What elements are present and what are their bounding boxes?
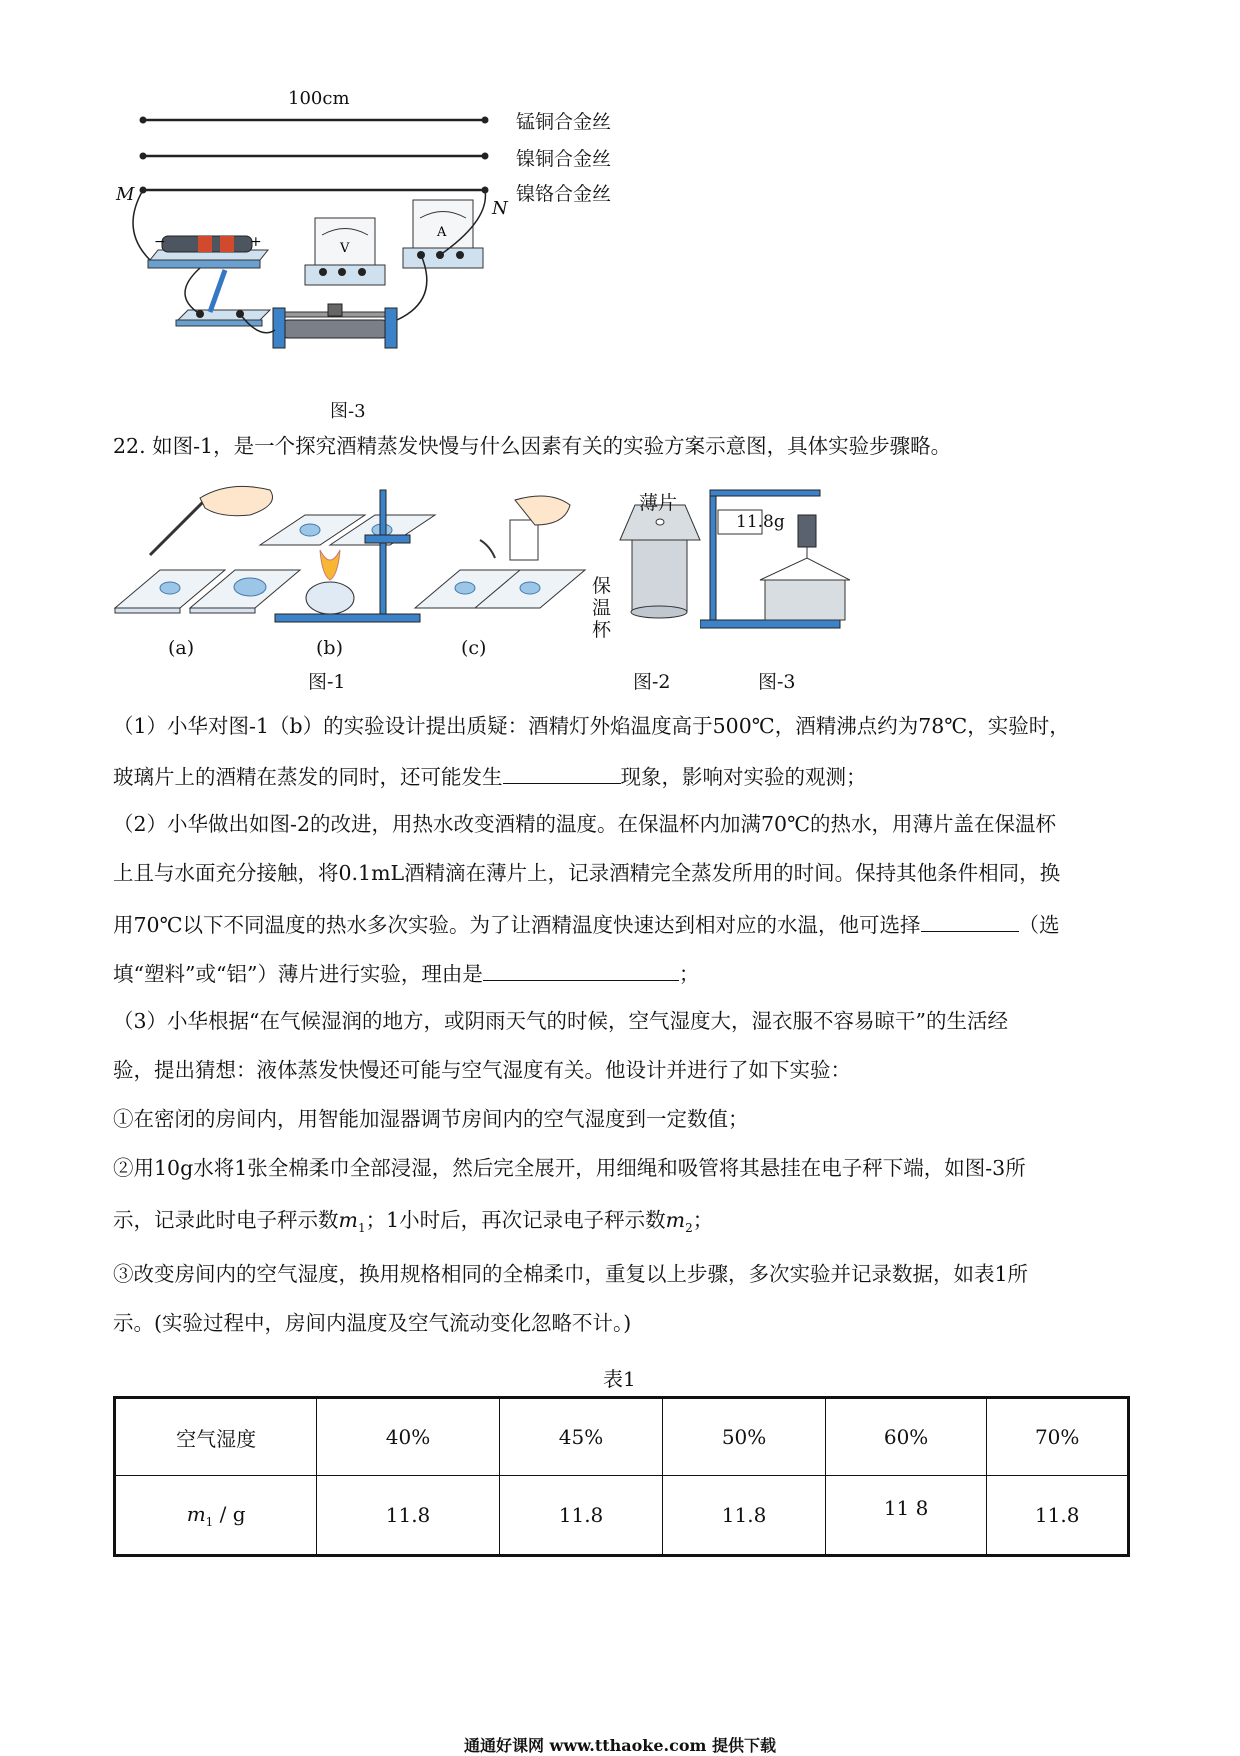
label-c: (c) — [461, 637, 487, 659]
table-cell: 11.8 — [317, 1476, 499, 1556]
table-cell: 11.8 — [663, 1476, 826, 1556]
figure-caption-top: 图-3 — [330, 401, 366, 422]
svg-text:+: + — [250, 234, 262, 250]
table-cell: 45% — [499, 1398, 663, 1476]
p2-line3: 用70℃以下不同温度的热水多次实验。为了让酒精温度快速达到相对应的水温，他可选择 （选 — [113, 913, 1060, 937]
p2-line2: 上且与水面充分接触，将0.1mL酒精滴在薄片上，记录酒精完全蒸发所用的时间。保持其他条件相同，换 — [113, 861, 1061, 885]
label-a: (a) — [168, 637, 195, 659]
p3-line2: 验，提出猜想：液体蒸发快慢还可能与空气湿度有关。他设计并进行了如下实验： — [113, 1058, 851, 1082]
p1-line1: （1）小华对图-1（b）的实验设计提出质疑：酒精灯外焰温度高于500℃，酒精沸点约为78℃，实验时， — [113, 714, 1070, 738]
table-header-m1: $m_1$ / g — [115, 1476, 317, 1556]
scale-reading: 11.8g — [736, 512, 785, 532]
svg-text:−: − — [154, 234, 166, 250]
step2-line1: ②用10g水将1张全棉柔巾全部浸湿，然后完全展开，用细绳和吸管将其悬挂在电子秤下端，如图-3所 — [113, 1156, 1026, 1180]
table-cell: 70% — [987, 1398, 1129, 1476]
ammeter-letter: A — [437, 225, 447, 240]
circuit-figure — [110, 90, 630, 420]
p3-line1: （3）小华根据“在气候湿润的地方，或阴雨天气的时候，空气湿度大，湿衣服不容易晾干”的生活经 — [113, 1009, 1009, 1033]
table-cell: 50% — [663, 1398, 826, 1476]
end-label-m: M — [116, 184, 135, 205]
table-cell: 40% — [317, 1398, 499, 1476]
answer-blank-2[interactable] — [921, 913, 1019, 932]
p2-line4: 填“塑料”或“铝”）薄片进行实验，理由是 ； — [113, 962, 700, 986]
wire-length-label: 100cm — [288, 88, 350, 109]
data-table — [113, 1396, 1130, 1557]
table-title: 表1 — [603, 1367, 636, 1391]
table-cell: 11 8 — [825, 1476, 987, 1556]
figure-3-caption: 图-3 — [758, 671, 796, 693]
p2-line1: （2）小华做出如图-2的改进，用热水改变酒精的温度。在保温杯内加满70℃的热水，用薄片盖在保温杯 — [113, 812, 1057, 836]
label-b: (b) — [316, 637, 343, 659]
page-footer: 通通好课网 www.tthaoke.com 提供下载 — [463, 1736, 777, 1755]
table-cell: 11.8 — [499, 1476, 663, 1556]
step3-line1: ③改变房间内的空气湿度，换用规格相同的全棉柔巾，重复以上步骤，多次实验并记录数据，如表1所 — [113, 1262, 1029, 1286]
wire-label-3: 镍铬合金丝 — [516, 183, 612, 205]
cup-label: 保温杯 — [592, 575, 612, 641]
table-row — [115, 1476, 1129, 1556]
table-cell: 11.8 — [987, 1476, 1129, 1556]
table-cell: 60% — [825, 1398, 987, 1476]
step3-line2: 示。(实验过程中，房间内温度及空气流动变化忽略不计。) — [113, 1311, 632, 1335]
thin-sheet-label: 薄片 — [639, 492, 678, 514]
step2-line2: 示，记录此时电子秤示数$m_1$；1小时后，再次记录电子秤示数$m_2$； — [113, 1208, 714, 1236]
step1: ①在密闭的房间内，用智能加湿器调节房间内的空气湿度到一定数值； — [113, 1107, 749, 1131]
end-label-n: N — [492, 198, 508, 219]
table-header-humidity: 空气湿度 — [115, 1398, 317, 1476]
table-row — [115, 1398, 1129, 1476]
figure-1-caption: 图-1 — [308, 671, 346, 693]
p1-line2: 玻璃片上的酒精在蒸发的同时，还可能发生 现象，影响对实验的观测； — [113, 765, 867, 789]
wire-label-1: 锰铜合金丝 — [516, 111, 612, 133]
scale-figure — [700, 480, 850, 650]
figure-2-caption: 图-2 — [633, 671, 671, 693]
voltmeter-letter: V — [340, 241, 350, 256]
answer-blank-1[interactable] — [503, 765, 621, 784]
q22-intro: 22. 如图-1，是一个探究酒精蒸发快慢与什么因素有关的实验方案示意图，具体实验步骤略。 — [113, 434, 952, 458]
answer-blank-3[interactable] — [483, 962, 679, 981]
wire-label-2: 镍铜合金丝 — [516, 148, 612, 170]
